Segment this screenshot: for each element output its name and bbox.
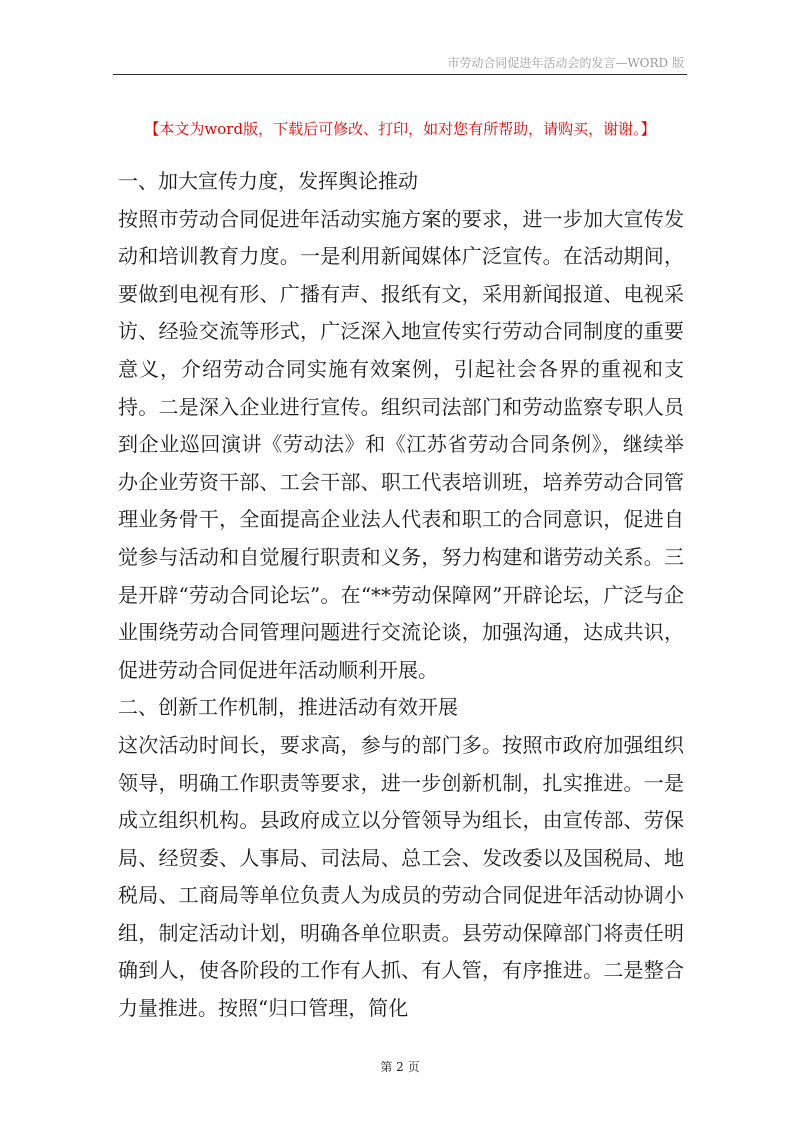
header-divider <box>113 74 687 75</box>
section-paragraph-1: 按照市劳动合同促进年活动实施方案的要求，进一步加大宣传发动和培训教育力度。一是利用新闻媒体广泛宣传。在活动期间，要做到电视有形、广播有声、报纸有文，采用新闻报道、电视采访、经验交流等形式，广泛深入地宣传实行劳动合同制度的重要意义，介绍劳动合同实施有效案例，引起社会各界的重视和支持。二是深入企业进行宣传。组织司法部门和劳动监察专职人员到企业巡回演讲《劳动法》和《江苏省劳动合同条例》，继续举办企业劳资干部、工会干部、职工代表培训班，培养劳动合同管理业务骨干，全面提高企业法人代表和职工的合同意识，促进自觉参与活动和自觉履行职责和义务，努力构建和谐劳动关系。三是开辟“劳动合同论坛”。在“**劳动保障网”开辟论坛，广泛与企业围绕劳动合同管理问题进行交流论谈，加强沟通，达成共识，促进劳动合同促进年活动顺利开展。 <box>118 206 684 682</box>
document-body <box>118 163 684 1028</box>
header-title: 市劳动合同促进年活动会的发言—WORD 版 <box>447 56 684 70</box>
section-heading-1: 一、加大宣传力度，发挥舆论推动 <box>118 169 418 193</box>
section-heading-2: 二、创新工作机制，推进活动有效开展 <box>118 695 458 720</box>
purchase-notice: 【本文为word版，下载后可修改、打印，如对您有所帮助，请购买，谢谢。】 <box>144 120 656 138</box>
page-number: 第 2 页 <box>380 1060 420 1074</box>
section-paragraph-2: 这次活动时间长，要求高，参与的部门多。按照市政府加强组织领导，明确工作职责等要求，进一步创新机制，扎实推进。一是成立组织机构。县政府成立以分管领导为组长，由宣传部、劳保局、经贸委、人事局、司法局、总工会、发改委以及国税局、地税局、工商局等单位负责人为成员的劳动合同促进年活动协调小组，制定活动计划，明确各单位职责。县劳动保障部门将责任明确到人，使各阶段的工作有人抓、有人管，有序推进。二是整合力量推进。按照“归口管理，简化 <box>118 732 684 1021</box>
